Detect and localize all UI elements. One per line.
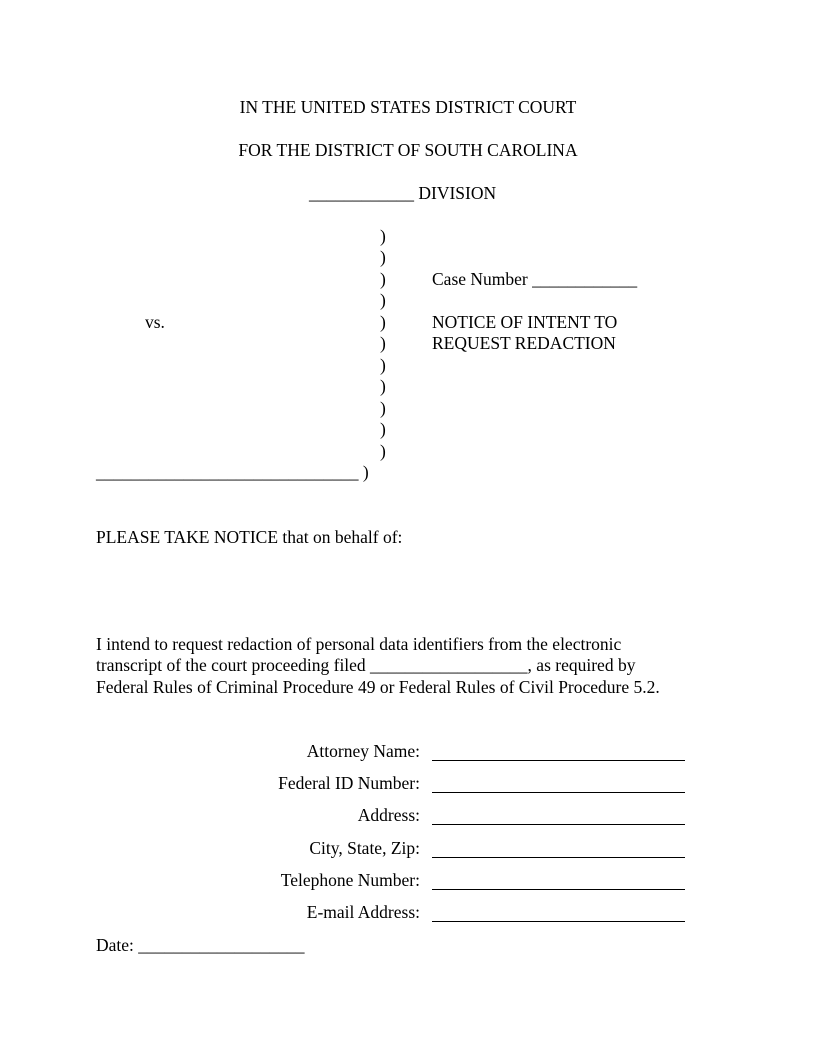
federal-id-label: Federal ID Number:	[278, 773, 420, 793]
date-line: Date: ___________________	[96, 935, 305, 955]
caption-paren: )	[380, 290, 386, 310]
attorney-name-label: Attorney Name:	[306, 741, 420, 761]
telephone-field[interactable]	[432, 889, 685, 890]
caption-paren: )	[380, 312, 386, 332]
address-label: Address:	[357, 805, 420, 825]
case-number-line: Case Number ____________	[432, 269, 638, 289]
court-title-line-1: IN THE UNITED STATES DISTRICT COURT	[239, 97, 577, 117]
email-field[interactable]	[432, 921, 685, 922]
paragraph-line: I intend to request redaction of personal data identifiers from the electronic	[96, 634, 622, 654]
city-state-zip-label: City, State, Zip:	[309, 838, 420, 858]
caption-paren: )	[380, 269, 386, 289]
notice-title-line-2: REQUEST REDACTION	[432, 333, 616, 353]
address-field[interactable]	[432, 824, 685, 825]
attorney-name-field[interactable]	[432, 760, 685, 761]
caption-paren: )	[380, 355, 386, 375]
paragraph-line: transcript of the court proceeding filed __________________, as required by	[96, 655, 636, 675]
caption-paren: )	[380, 226, 386, 246]
caption-paren: )	[380, 398, 386, 418]
division-line: ____________ DIVISION	[309, 183, 497, 203]
versus-label: vs.	[145, 312, 165, 332]
notice-title-line-1: NOTICE OF INTENT TO	[432, 312, 618, 332]
court-title-line-2: FOR THE DISTRICT OF SOUTH CAROLINA	[238, 140, 578, 160]
caption-paren: )	[380, 247, 386, 267]
city-state-zip-field[interactable]	[432, 857, 685, 858]
please-take-notice: PLEASE TAKE NOTICE that on behalf of:	[96, 527, 403, 547]
caption-paren: )	[380, 419, 386, 439]
caption-paren: )	[380, 441, 386, 461]
caption-paren: )	[380, 376, 386, 396]
caption-party-line: ______________________________ )	[96, 462, 369, 482]
caption-paren: )	[380, 333, 386, 353]
email-label: E-mail Address:	[306, 902, 420, 922]
federal-id-field[interactable]	[432, 792, 685, 793]
telephone-label: Telephone Number:	[280, 870, 420, 890]
paragraph-line: Federal Rules of Criminal Procedure 49 or Federal Rules of Civil Procedure 5.2.	[96, 677, 660, 697]
